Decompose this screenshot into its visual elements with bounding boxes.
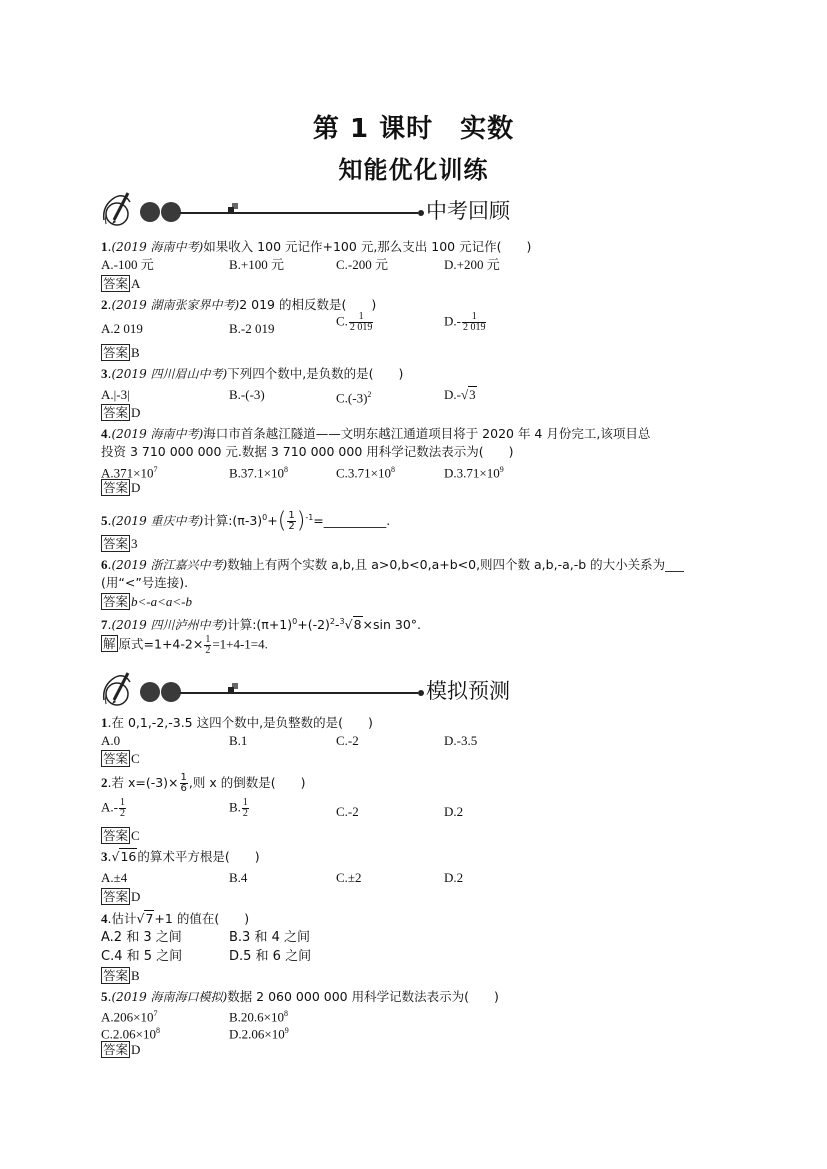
answer-line: 答案 D	[103, 889, 141, 904]
option-a: A.2 和 3 之间	[101, 930, 182, 945]
option-b: B. $\frac{1}{2}$	[229, 797, 248, 819]
banner-rule	[180, 212, 418, 214]
option-a: A.±4	[101, 870, 128, 885]
option-c: C.-2	[336, 733, 359, 748]
brush-emblem-icon	[100, 670, 195, 712]
question-text: 3.√16的算术平方根是( )	[101, 849, 260, 864]
question-text: 2.若 x=(-3)× $\frac{1}{6}$ ,则 x 的倒数是( )	[101, 772, 306, 794]
option-d: D.2	[444, 870, 464, 885]
option-c: $C.3.71\times 10^8$	[336, 465, 396, 481]
option-d: D.2	[444, 804, 464, 819]
section-title: 中考回顾	[426, 199, 510, 223]
option-b: B.-2 019	[229, 321, 275, 336]
section-banner-zhongkao	[100, 190, 510, 232]
option-a: A.- $\frac{1}{2}$	[101, 797, 125, 819]
page-subtitle: 知能优化训练	[338, 156, 489, 184]
option-c: $C.2.06\times 10^8$	[101, 1026, 161, 1042]
option-c: C. $\frac{1}{2 019}$	[336, 311, 373, 333]
section-banner-moni	[100, 670, 510, 712]
option-d: D.-3.5	[444, 733, 478, 748]
answer-line: 答案 D	[103, 405, 141, 420]
option-c: C.±2	[336, 870, 362, 885]
option-b: B.3 和 4 之间	[229, 930, 310, 945]
brush-emblem-icon	[100, 190, 195, 232]
option-b: B.1	[229, 733, 248, 748]
question-text: 1.(2019 海南中考)如果收入 100 元记作+100 元,那么支出 100 元记作( )	[101, 239, 532, 254]
question-text: 5.(2019 海南海口模拟)数据 2 060 000 000 用科学记数法表示为( )	[101, 989, 499, 1004]
option-d: D.- $\frac{1}{2 019}$	[444, 311, 486, 333]
option-c: C.-200 元	[336, 257, 389, 272]
question-text-cont: 投资 3 710 000 000 元.数据 3 710 000 000 用科学记数法表示为( )	[101, 444, 514, 459]
answer-line: 答案 A	[103, 276, 141, 291]
option-a: $A.371\times 10^7$	[101, 465, 158, 481]
question-text: 2.(2019 湖南张家界中考)2 019 的相反数是( )	[101, 297, 377, 312]
answer-line: 答案 C	[103, 751, 140, 766]
answer-line: 答案 D	[103, 1042, 141, 1057]
solution-line: 解 原式=1+4-2× $\frac{1}{2}$ =1+4-1=4.	[103, 634, 268, 656]
option-b: B.4	[229, 870, 248, 885]
option-d: D.+200 元	[444, 257, 500, 272]
answer-line: 答案 b<-a<a<-b	[103, 594, 192, 609]
option-a: A.0	[101, 733, 121, 748]
option-a: $A.206\times 10^7$	[101, 1009, 158, 1025]
option-d: D.-√3	[444, 387, 476, 402]
banner-rule	[180, 692, 418, 694]
question-text: 3.(2019 四川眉山中考)下列四个数中,是负数的是( )	[101, 366, 404, 381]
answer-line: 答案 D	[103, 480, 141, 495]
option-a: A.|-3|	[101, 387, 130, 402]
question-text: 4.估计√7+1 的值在( )	[101, 911, 250, 926]
section-title: 模拟预测	[426, 679, 510, 703]
option-a: A.2 019	[101, 321, 143, 336]
option-d: $D.3.71\times 10^9$	[444, 465, 504, 481]
answer-line: 答案 C	[103, 828, 140, 843]
question-text: 4.(2019 海南中考)海口市首条越江隧道——文明东越江通道项目将于 2020 年 4 月份完工,该项目总	[101, 426, 651, 441]
question-text: 1.在 0,1,-2,-3.5 这四个数中,是负整数的是( )	[101, 715, 373, 730]
question-text-cont: (用“<”号连接).	[101, 575, 189, 590]
option-c: C.4 和 5 之间	[101, 949, 183, 964]
option-c: $C.(-3)^2$	[336, 390, 372, 406]
answer-line: 答案 B	[103, 968, 140, 983]
question-text: 6.(2019 浙江嘉兴中考)数轴上有两个实数 a,b,且 a>0,b<0,a+b<0,则四个数 a,b,-a,-b 的大小关系为___	[101, 557, 684, 572]
question-text: 7.(2019 四川泸州中考)计算$:(\pi+1)^0+(-2)^2-^3√8\times\sin$ 30°.	[101, 617, 422, 633]
option-a: A.-100 元	[101, 257, 154, 272]
answer-line: 答案 3	[103, 536, 138, 551]
option-d: $D.2.06\times 10^9$	[229, 1026, 289, 1042]
question-text: 5.(2019 重庆中考)计算$:(\pi-3)^0+$( $\frac{1}{2}$ )$^{-1}$=__________.	[101, 508, 391, 534]
option-b: $B.37.1\times 10^8$	[229, 465, 289, 481]
option-b: B.+100 元	[229, 257, 285, 272]
option-c: C.-2	[336, 804, 359, 819]
option-b: $B.20.6\times 10^8$	[229, 1009, 289, 1025]
answer-line: 答案 B	[103, 345, 140, 360]
page-title: 第 1 课时 实数	[312, 114, 515, 144]
option-d: D.5 和 6 之间	[229, 949, 312, 964]
option-b: B.-(-3)	[229, 387, 265, 402]
